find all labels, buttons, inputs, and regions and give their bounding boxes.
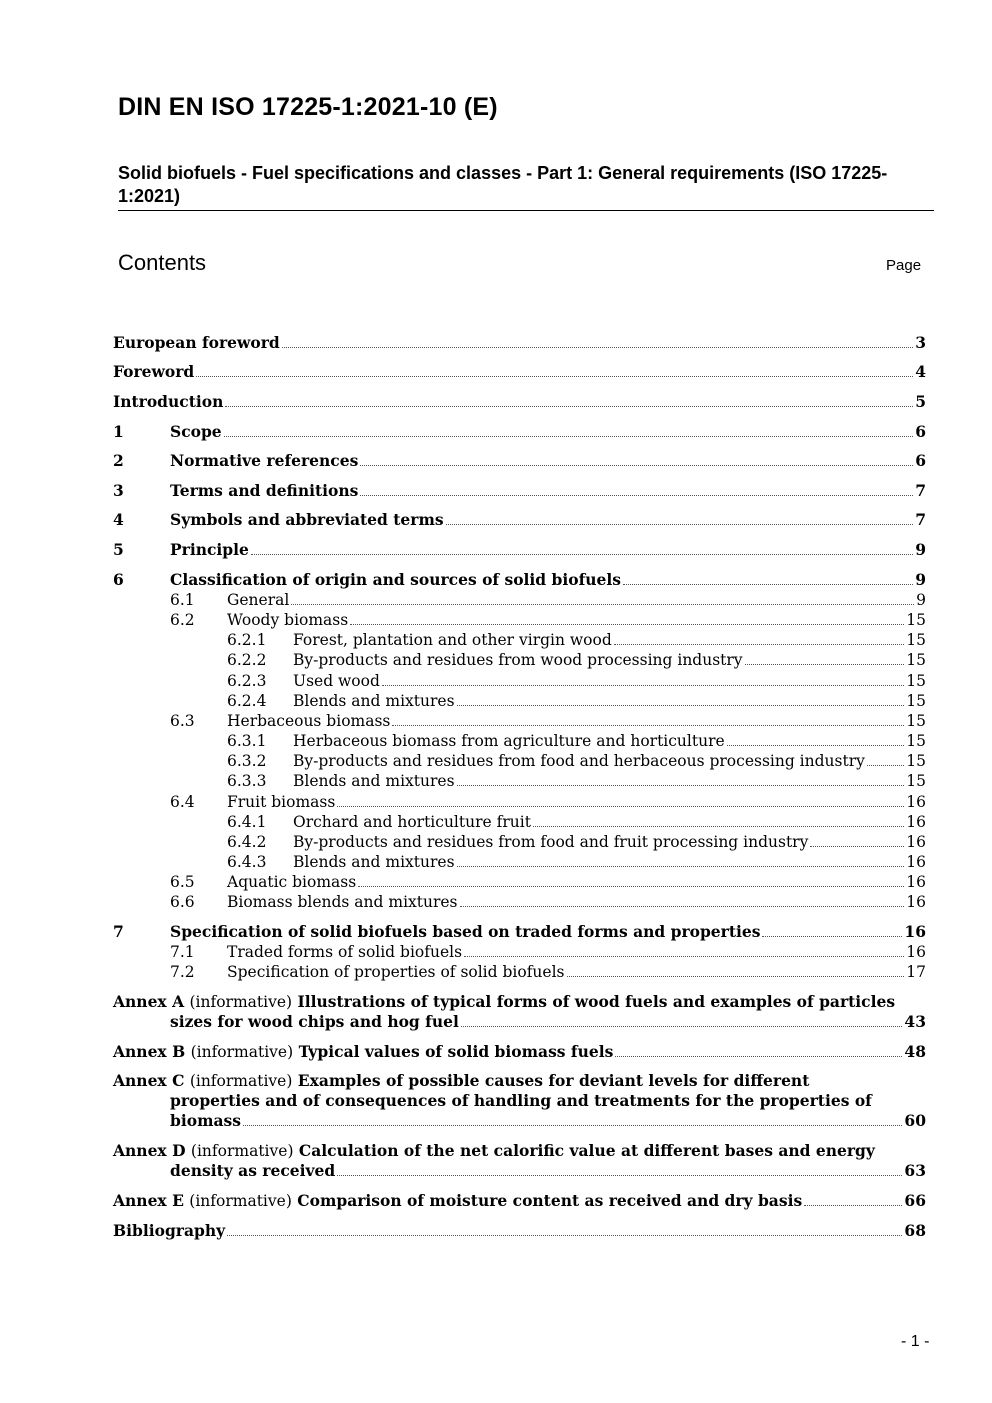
toc-entry-number: 7.1	[170, 943, 195, 961]
toc-entry-number: 1	[113, 422, 124, 441]
annex-label: Annex B	[113, 1042, 186, 1061]
toc-entry-annex-c[interactable]	[113, 1071, 926, 1131]
annex-label: Annex A	[113, 992, 185, 1011]
toc-entry-title: Herbaceous biomass from agriculture and horticulture	[293, 732, 725, 750]
toc-entry-title: General	[227, 591, 290, 609]
leader-dots	[457, 692, 905, 706]
toc-entry-number: 7.2	[170, 963, 195, 981]
leader-dots	[337, 793, 904, 807]
leader-dots	[360, 452, 913, 466]
toc-entry-number: 6.4	[170, 793, 195, 811]
toc-entry-page: 16	[906, 853, 926, 871]
toc-entry-title: Typical values of solid biomass fuels	[298, 1042, 614, 1061]
toc-entry-title: Comparison of moisture content as received and dry basis	[297, 1191, 803, 1210]
annex-note: (informative)	[189, 1072, 293, 1090]
toc-entry-title: By-products and residues from food and fruit processing industry	[293, 833, 809, 851]
toc-entry-title: Blends and mixtures	[293, 772, 455, 790]
toc-entry-page: 48	[904, 1042, 926, 1061]
toc-entry-page: 7	[915, 481, 926, 500]
toc-entry-annex-d[interactable]	[113, 1141, 926, 1181]
leader-dots	[282, 334, 913, 348]
toc-entry-number: 4	[113, 510, 124, 529]
toc-entry-page: 16	[904, 922, 926, 941]
toc-entry-title: Introduction	[113, 392, 224, 411]
toc-entry-page: 15	[906, 712, 926, 730]
toc-entry-page: 16	[906, 833, 926, 851]
toc-entry-page: 16	[906, 873, 926, 891]
leader-dots	[291, 591, 914, 605]
annex-label: Annex C	[113, 1071, 185, 1090]
toc-entry-title: European foreword	[113, 333, 280, 352]
toc-entry-number: 6.3.3	[227, 772, 267, 790]
toc-entry-title: Traded forms of solid biofuels	[227, 943, 463, 961]
toc-entry-page: 15	[906, 631, 926, 649]
toc-entry-title: Foreword	[113, 362, 195, 381]
leader-dots	[614, 631, 905, 645]
toc-entry-title: Principle	[170, 540, 249, 559]
toc-entry-number: 6.2.2	[227, 651, 267, 669]
toc-entry-title-continued: properties and of consequences of handling and treatments for the properties of	[170, 1091, 872, 1110]
toc-entry-annex-a[interactable]	[113, 992, 926, 1032]
contents-heading: Contents	[118, 250, 207, 275]
toc-entry-page: 66	[904, 1191, 926, 1210]
leader-dots	[457, 772, 905, 786]
toc-entry-title: Biomass blends and mixtures	[227, 893, 458, 911]
toc-entry-page: 15	[906, 672, 926, 690]
leader-dots	[867, 752, 904, 766]
toc-entry-title: Orchard and horticulture fruit	[293, 813, 531, 831]
annex-label: Annex D	[113, 1141, 186, 1160]
toc-entry-title: Bibliography	[113, 1221, 226, 1240]
leader-dots	[727, 732, 905, 746]
toc-entry-title: Illustrations of typical forms of wood fuels and examples of particles	[297, 992, 896, 1011]
toc-entry-number: 6.6	[170, 893, 195, 911]
toc-entry-number: 6.3.2	[227, 752, 267, 770]
leader-dots	[457, 853, 905, 867]
annex-note: (informative)	[189, 1192, 292, 1210]
toc-entry-number: 6.1	[170, 591, 195, 609]
leader-dots	[567, 963, 905, 977]
leader-dots	[804, 1192, 902, 1206]
toc-entry-title: Fruit biomass	[227, 793, 336, 811]
leader-dots	[533, 813, 904, 827]
leader-dots	[461, 1013, 903, 1027]
toc-entry-title: Aquatic biomass	[227, 873, 357, 891]
toc-entry-title: Blends and mixtures	[293, 853, 455, 871]
toc-entry-title: Used wood	[293, 672, 380, 690]
toc-entry-title: Scope	[170, 422, 222, 441]
toc-entry-title: Calculation of the net calorific value at different bases and energy	[298, 1141, 875, 1160]
toc-entry-page: 17	[906, 963, 926, 981]
toc-entry-page: 16	[906, 793, 926, 811]
toc-entry-page: 15	[906, 611, 926, 629]
toc-entry-number: 6.2	[170, 611, 195, 629]
toc-entry-page: 9	[915, 570, 926, 589]
annex-note: (informative)	[189, 993, 293, 1011]
leader-dots	[745, 651, 905, 665]
toc-entry-number: 6.4.3	[227, 853, 267, 871]
toc-entry-page: 15	[906, 732, 926, 750]
toc-entry-number: 3	[113, 481, 124, 500]
leader-dots	[358, 873, 904, 887]
page-number: - 1 -	[901, 1333, 930, 1350]
toc-entry-number: 6.2.4	[227, 692, 267, 710]
toc-entry-number: 6.4.1	[227, 813, 267, 831]
toc-entry-number: 6.5	[170, 873, 195, 891]
toc-entry-page: 15	[906, 752, 926, 770]
annex-note: (informative)	[190, 1043, 294, 1061]
toc-entry-page: 4	[915, 362, 926, 381]
toc-entry-title: By-products and residues from wood processing industry	[293, 651, 743, 669]
toc-entry-number: 6.2.1	[227, 631, 267, 649]
toc-entry-title: Specification of solid biofuels based on traded forms and properties	[170, 922, 761, 941]
leader-dots	[382, 672, 904, 686]
toc-entry-page: 9	[916, 591, 926, 609]
toc-entry-page: 43	[904, 1012, 926, 1031]
toc-entry-title: Symbols and abbreviated terms	[170, 510, 444, 529]
toc-entry-number: 6.4.2	[227, 833, 267, 851]
leader-dots	[464, 943, 904, 957]
annex-note: (informative)	[190, 1142, 294, 1160]
toc-entry-page: 68	[904, 1221, 926, 1240]
leader-dots	[196, 363, 913, 377]
toc-entry-number: 7	[113, 922, 124, 941]
toc-entry-title-continued: density as received	[170, 1161, 336, 1180]
toc-entry-number: 6.2.3	[227, 672, 267, 690]
toc-entry-title: Woody biomass	[227, 611, 349, 629]
toc-entry-number: 5	[113, 540, 124, 559]
toc-entry-number: 6.3.1	[227, 732, 267, 750]
leader-dots	[337, 1162, 902, 1176]
leader-dots	[623, 571, 913, 585]
leader-dots	[762, 923, 902, 937]
toc-entry-page: 3	[915, 333, 926, 352]
toc-entry-page: 16	[906, 893, 926, 911]
toc-entry-number: 6.3	[170, 712, 195, 730]
annex-label: Annex E	[113, 1191, 184, 1210]
toc-entry-title: Herbaceous biomass	[227, 712, 391, 730]
toc-entry-page: 16	[906, 813, 926, 831]
leader-dots	[224, 423, 914, 437]
page-column-heading: Page	[886, 257, 922, 274]
toc-entry-page: 15	[906, 772, 926, 790]
toc-entry-page: 15	[906, 651, 926, 669]
toc-entry-page: 7	[915, 510, 926, 529]
toc-entry-title-continued: sizes for wood chips and hog fuel	[170, 1012, 459, 1031]
toc-entry-page: 60	[904, 1111, 926, 1130]
toc-entry-title-continued: biomass	[170, 1111, 241, 1130]
leader-dots	[243, 1112, 902, 1126]
toc-entry-number: 6	[113, 570, 124, 589]
document-subtitle: Solid biofuels - Fuel specifications and classes - Part 1: General requirements (ISO 17225-1:2021)	[118, 163, 888, 206]
leader-dots	[360, 482, 913, 496]
toc-entry-title: Terms and definitions	[170, 481, 359, 500]
toc-entry-title: Blends and mixtures	[293, 692, 455, 710]
toc-entry-page: 63	[904, 1161, 926, 1180]
toc-entry-title: Forest, plantation and other virgin wood	[293, 631, 612, 649]
toc-entry-title: Classification of origin and sources of solid biofuels	[170, 570, 622, 589]
toc-entry-page: 6	[915, 422, 926, 441]
toc-entry-title: Examples of possible causes for deviant levels for different	[297, 1071, 810, 1090]
leader-dots	[460, 893, 905, 907]
toc-entry-page: 16	[906, 943, 926, 961]
toc-entry-page: 15	[906, 692, 926, 710]
toc-entry-page: 6	[915, 451, 926, 470]
toc-entry-page: 9	[915, 540, 926, 559]
leader-dots	[225, 393, 913, 407]
leader-dots	[615, 1043, 902, 1057]
leader-dots	[227, 1222, 902, 1236]
leader-dots	[810, 833, 904, 847]
leader-dots	[251, 541, 913, 555]
leader-dots	[350, 611, 904, 625]
toc-entry-title: By-products and residues from food and herbaceous processing industry	[293, 752, 865, 770]
toc-entry-page: 5	[915, 392, 926, 411]
leader-dots	[392, 712, 904, 726]
toc-entry-number: 2	[113, 451, 124, 470]
toc-entry-title: Specification of properties of solid biofuels	[227, 963, 565, 981]
leader-dots	[446, 511, 914, 525]
document-title: DIN EN ISO 17225-1:2021-10 (E)	[118, 93, 498, 121]
toc-entry-title: Normative references	[170, 451, 359, 470]
